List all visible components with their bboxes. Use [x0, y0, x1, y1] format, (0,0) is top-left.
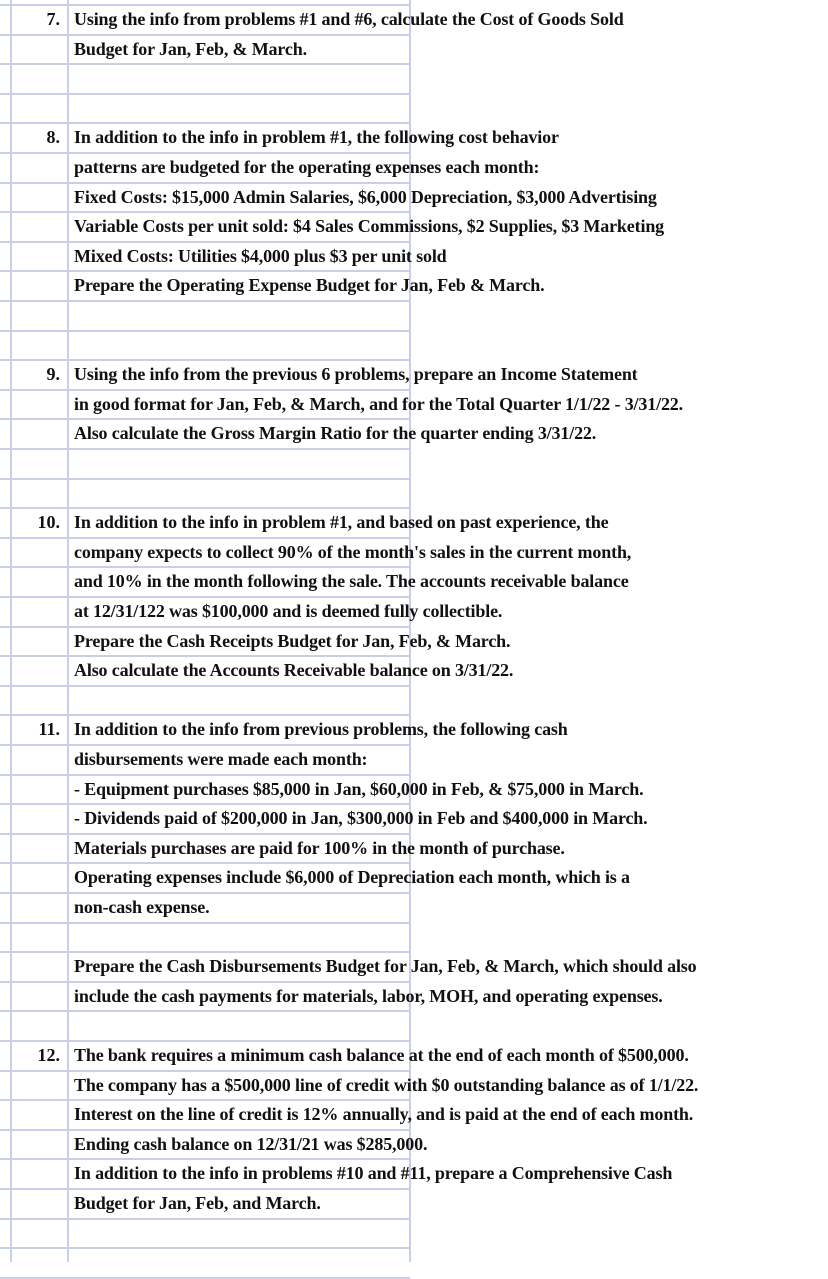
- problem-text-line: Using the info from the previous 6 problems, prepare an Income Statement: [74, 364, 638, 385]
- grid-column-line: [67, 0, 69, 1262]
- problem-text-line: Also calculate the Gross Margin Ratio for the quarter ending 3/31/22.: [74, 423, 597, 444]
- problem-number: 7.: [46, 9, 60, 29]
- problem-text-line: in good format for Jan, Feb, & March, and for the Total Quarter 1/1/22 - 3/31/22.: [74, 393, 683, 414]
- problem-text-line: In addition to the info from previous problems, the following cash: [74, 719, 568, 740]
- problem-text-line: The bank requires a minimum cash balance at the end of each month of $500,000.: [74, 1045, 689, 1065]
- problem-text-line: - Equipment purchases $85,000 in Jan, $60,000 in Feb, & $75,000 in March.: [74, 778, 644, 799]
- problem-text-line: Budget for Jan, Feb, & March.: [74, 38, 307, 59]
- grid-row-line: [0, 330, 410, 332]
- problem-number: 8.: [46, 127, 60, 148]
- problem-text-line: and 10% in the month following the sale. The accounts receivable balance: [74, 571, 629, 592]
- problem-text-line: company expects to collect 90% of the month's sales in the current month,: [74, 541, 632, 562]
- problem-number: 10.: [37, 512, 60, 533]
- problem-text-line: Prepare the Operating Expense Budget for Jan, Feb & March.: [74, 275, 545, 296]
- grid-row-line: [0, 93, 410, 95]
- problem-text-line: Mixed Costs: Utilities $4,000 plus $3 per unit sold: [74, 245, 447, 266]
- problem-text-line: disbursements were made each month:: [74, 749, 368, 769]
- problem-text-line: Variable Costs per unit sold: $4 Sales Commissions, $2 Supplies, $3 Marketing: [74, 216, 665, 237]
- problem-text-line: In addition to the info in problem #1, the following cost behavior: [74, 127, 559, 148]
- problem-text-line: Operating expenses include $6,000 of Depreciation each month, which is a: [74, 867, 630, 888]
- problem-text-line: Interest on the line of credit is 12% annually, and is paid at the end of each month.: [74, 1104, 694, 1125]
- problem-number: 9.: [46, 364, 60, 385]
- problem-text-line: Also calculate the Accounts Receivable balance on 3/31/22.: [74, 660, 514, 681]
- grid-column-line: [10, 0, 12, 1262]
- problem-text-line: Materials purchases are paid for 100% in the month of purchase.: [74, 837, 565, 858]
- problem-text-line: Fixed Costs: $15,000 Admin Salaries, $6,000 Depreciation, $3,000 Advertising: [74, 186, 657, 207]
- problem-text-line: include the cash payments for materials, labor, MOH, and operating expenses.: [74, 985, 663, 1006]
- grid-row-line: [0, 1247, 410, 1249]
- problem-text-line: - Dividends paid of $200,000 in Jan, $300,000 in Feb and $400,000 in March.: [74, 808, 648, 829]
- problem-number: 12.: [37, 1045, 60, 1065]
- grid-row-line: [0, 478, 410, 480]
- problem-text-line: Prepare the Cash Disbursements Budget for Jan, Feb, & March, which should also: [74, 956, 697, 977]
- problem-text-line: Using the info from problems #1 and #6, calculate the Cost of Goods Sold: [74, 9, 624, 29]
- problem-text-line: Budget for Jan, Feb, and March.: [74, 1193, 321, 1213]
- problem-text-line: In addition to the info in problems #10 and #11, prepare a Comprehensive Cash: [74, 1163, 673, 1184]
- problem-text-line: Prepare the Cash Receipts Budget for Jan, Feb, & March.: [74, 630, 511, 651]
- problem-text-line: The company has a $500,000 line of credit with $0 outstanding balance as of 1/1/22.: [74, 1074, 699, 1095]
- problem-text-line: patterns are budgeted for the operating expenses each month:: [74, 157, 540, 177]
- problem-number: 11.: [38, 719, 60, 740]
- problem-text-line: Ending cash balance on 12/31/21 was $285,000.: [74, 1133, 428, 1154]
- problem-text-line: In addition to the info in problem #1, and based on past experience, the: [74, 512, 609, 533]
- problem-text-line: non-cash expense.: [74, 897, 210, 917]
- problem-text-line: at 12/31/122 was $100,000 and is deemed fully collectible.: [74, 601, 503, 621]
